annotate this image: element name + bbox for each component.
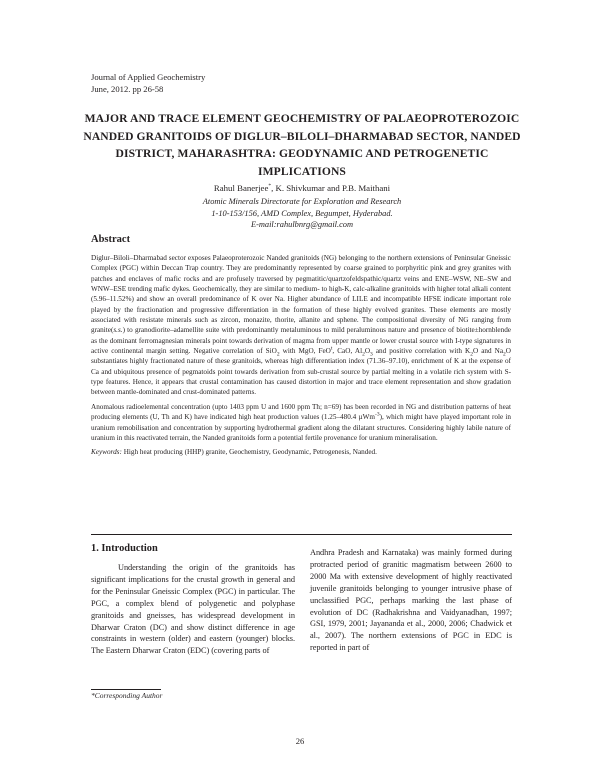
abstract-heading: Abstract xyxy=(91,234,131,245)
introduction-heading: 1. Introduction xyxy=(91,543,158,554)
abstract-paragraph-1: Diglur–Biloli–Dharmabad sector exposes Palaeoproterozoic Nanded granitoids (NG) belonging to the northern extensions of Peninsular Gneissic Complex (PGC) within Deccan Trap country. They are predominantly represented by coarse grained to porphyritic pink and grey granites with patches and enclaves of mafic rocks and are profusely traversed by pegmatitic/quartzofeldspathic/quartz veins and ENE–WSW, NE–SW and WNW–ESE trending mafic dykes. Geochemically, they are similar to medium- to high-K, calc-alkaline granitoids with higher total alkali content (5.96–11.52%) and show an overall predominance of K over Na. Higher abundance of LILE and incompatible HFSE indicate important role played by the fractionation and progressive differentiation in the formation of these highly evolved granites. These elements are mostly associated with resistate minerals such as zircon, monazite, thorite, allanite and sphene. The compositional diversity of NG ranging from granite(s.s.) to granodiorite–adamellite suite with predominantly metaluminous to mild peraluminous nature and presence of biotite±hornblende as the dominant ferromagnesian minerals point towards derivation of magma from upper mantle or lower crustal source with I-type signatures in active continental margin setting. Negative correlation of SiO$_2$ with MgO, FeO$^t$, CaO, $Al_2O_3$ and positive correlation with $K_2O$ and $Na_2O$ substantiates highly fractionated nature of these granitoids, whereas high differentiation index (71.36–97.10), enrichment of K at the expense of Ca and ubiquitous presence of pegmatoids point towards derivation from sub-crustal source by partial melting in a volatile rich system with S-type features. Hence, it appears that crustal contamination has caused distortion in major and trace element representation and show gradation between mantle-dominated and crust-dominated patterns. xyxy=(91,254,511,397)
introduction-right-column xyxy=(310,547,512,654)
keywords xyxy=(91,447,511,457)
corresponding-mark: * xyxy=(268,183,272,190)
keywords-list: High heat producing (HHP) granite, Geochemistry, Geodynamic, Petrogenesis, Nanded. xyxy=(121,448,377,457)
journal-issue: June, 2012. pp 26-58 xyxy=(91,84,164,94)
introduction-left-column xyxy=(91,562,295,657)
abstract-paragraph-2: Anomalous radioelemental concentration (upto 1403 ppm U and 1600 ppm Th; n=69) has been recorded in NG and distribution patterns of heat producing elements (U, Th and K) have indicated high heat production values (1.25–480.4 µWm$^{-3}$), which might have played important role in uranium remobilisation and concentration by supporting hydrothermal gradient along the dilatant structures. Considering highly labile nature of uranium in this reactivated terrain, the Nanded granitoids form a potential fertile provenance for uranium mineralisation. xyxy=(91,402,511,442)
author-list xyxy=(82,182,522,194)
page-number: 26 xyxy=(295,736,305,746)
journal-name: Journal of Applied Geochemistry xyxy=(91,72,206,82)
other-authors: , K. Shivkumar and P.B. Maithani xyxy=(271,183,391,193)
paper-title: MAJOR AND TRACE ELEMENT GEOCHEMISTRY OF PALAEOPROTEROZOIC NANDED GRANITOIDS OF DIGLUR–BILOLI–DHARMABAD SECTOR, NANDED DISTRICT, MAHARASHTRA: GEODYNAMIC AND PETROGENETIC IMPLICATIONS xyxy=(83,112,521,178)
abstract-divider xyxy=(91,534,512,535)
author-email: E-mail:rahulbnrg@gmail.com xyxy=(250,220,354,229)
journal-header xyxy=(91,71,205,95)
footnote-divider xyxy=(91,689,161,690)
affiliation xyxy=(82,196,522,231)
first-author: Rahul Banerjee xyxy=(213,183,269,193)
footnote: *Corresponding Author xyxy=(91,691,163,700)
affiliation-address: 1-10-153/156, AMD Complex, Begumpet, Hyderabad. xyxy=(211,208,393,218)
abstract-body xyxy=(91,253,511,462)
keywords-label: Keywords: xyxy=(91,448,122,457)
introduction-text-left: Understanding the origin of the granitoids has significant implications for the crustal growth in general and for the Peninsular Gneissic Complex (PGC) in particular. The PGC, a complex blend of polygenetic and polyphase granitoids and gneisses, has widespread development in Dharwar Craton (DC) and show distinct difference in age constraints in western (older) and eastern (younger) blocks. The Eastern Dharwar Craton (EDC) (covering parts of xyxy=(91,563,295,656)
introduction-text-right: Andhra Pradesh and Karnataka) was mainly formed during protracted period of granitic magmatism between 2600 to 2000 Ma with extensive development of highly reactivated juvenile granitoids belonging to younger intrusive phase of unclassified PGC, perhaps marking the last phase of evolution of DC (Radhakrishna and Vaidyanadhan, 1997; GSI, 1979, 2001; Jayananda et al., 2000, 2006; Chadwick et al., 2007). The northern extensions of PGC in EDC is reported in part of xyxy=(310,548,512,653)
affiliation-org: Atomic Minerals Directorate for Exploration and Research xyxy=(202,197,402,206)
